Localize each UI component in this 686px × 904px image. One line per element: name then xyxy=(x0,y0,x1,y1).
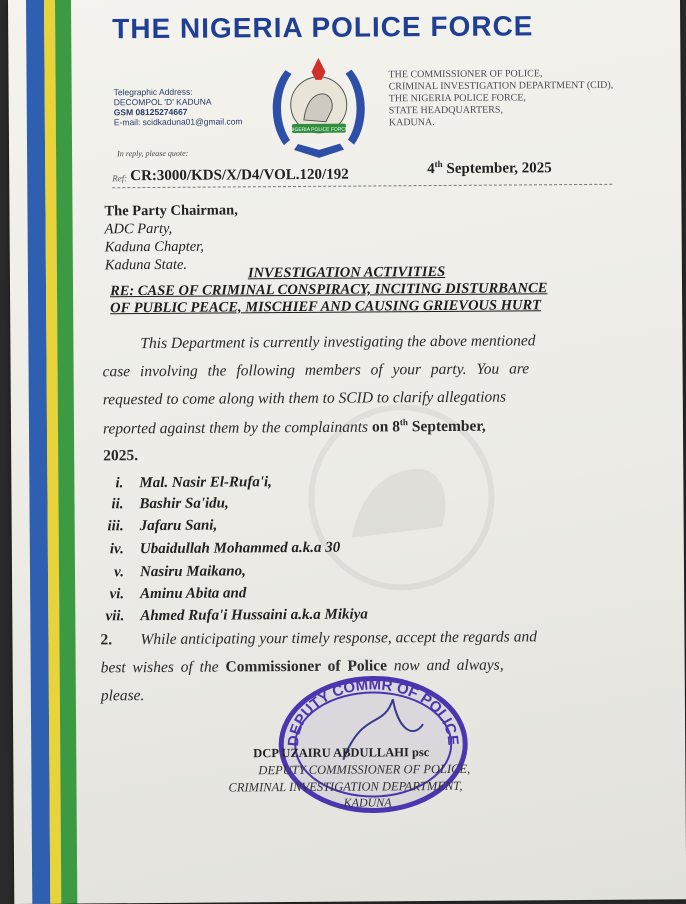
date-day: 4 xyxy=(427,161,435,178)
list-number: v. xyxy=(114,564,125,581)
body-text-segment: now and always, xyxy=(393,656,504,675)
body-text: While anticipating your timely response, accept the regards and xyxy=(140,628,537,649)
address-line: STATE HEADQUARTERS, xyxy=(388,104,503,117)
member-name: Nasiru Maikano, xyxy=(139,563,246,581)
address-line: CRIMINAL INVESTIGATION DEPARTMENT (CID), xyxy=(388,79,614,93)
signatory-name: DCP UZAIRU ABDULLAHI psc xyxy=(253,745,430,761)
address-line: E-mail: scidkaduna01@gmail.com xyxy=(113,116,243,128)
list-number: i. xyxy=(115,475,124,492)
address-line: KADUNA. xyxy=(388,117,435,129)
body-text: case involving the following members of your party. You are xyxy=(102,360,530,381)
body-text-segment: best wishes of the xyxy=(100,658,219,677)
letter-page xyxy=(8,0,686,904)
list-number: vi. xyxy=(109,586,125,603)
body-text: 2025. xyxy=(103,447,139,465)
signatory-title: DEPUTY COMMISSIONER OF POLICE, xyxy=(258,761,471,778)
telegraphic-address xyxy=(114,86,274,127)
list-number: vii. xyxy=(105,608,125,625)
subject-heading: OF PUBLIC PEACE, MISCHIEF AND CAUSING GRIEVOUS HURT xyxy=(110,297,542,317)
subject-heading: RE: CASE OF CRIMINAL CONSPIRACY, INCITING DISTURBANCE xyxy=(109,280,548,300)
commissioner-of-police: Commissioner of Police xyxy=(225,657,388,676)
body-text-segment: reported against them by the complainants xyxy=(102,418,369,438)
date-suffix: th xyxy=(434,158,443,170)
list-number: iv. xyxy=(109,541,124,558)
reference-row xyxy=(112,156,622,186)
addressee-line: Kaduna State. xyxy=(104,256,188,274)
body-text: requested to come along with them to SCID to clarify allegations xyxy=(102,388,507,409)
crest-banner-text: NIGERIA POLICE FORCE xyxy=(289,126,349,134)
subject-heading: INVESTIGATION ACTIVITIES xyxy=(247,263,446,282)
member-name: Ubaidullah Mohammed a.k.a 30 xyxy=(139,539,341,558)
in-reply-note: In reply, please quote: xyxy=(117,148,189,159)
letter-date xyxy=(427,158,552,178)
member-name: Ahmed Rufa'i Hussaini a.k.a Mikiya xyxy=(140,606,368,625)
reference-number: CR:3000/KDS/X/D4/VOL.120/192 xyxy=(130,166,349,185)
date-prefix: on 8 xyxy=(371,418,400,436)
address-line: THE COMMISSIONER OF POLICE, xyxy=(388,68,543,81)
signatory-department: CRIMINAL INVESTIGATION DEPARTMENT, xyxy=(228,778,463,795)
address-line: DECOMPOL 'D' KADUNA xyxy=(113,96,212,108)
date-rest: September, 2025 xyxy=(446,160,552,177)
addressee-line: Kaduna Chapter, xyxy=(104,238,204,256)
date-month: September, xyxy=(411,417,486,436)
letterhead-title: THE NIGERIA POLICE FORCE xyxy=(112,10,534,45)
body-text xyxy=(103,417,486,439)
addressee-line: ADC Party, xyxy=(104,220,173,238)
list-number: iii. xyxy=(107,518,124,535)
address-line: Telegraphic Address: xyxy=(113,86,193,98)
commissioner-address xyxy=(388,68,648,130)
member-name: Aminu Abita and xyxy=(140,585,247,603)
list-number: ii. xyxy=(111,496,124,513)
stamp-text: DEPUTY COMMR OF POLICE xyxy=(284,676,462,747)
date-suffix: th xyxy=(399,417,408,428)
signatory-city: KADUNA xyxy=(343,795,392,810)
member-name: Mal. Nasir El-Rufa'i, xyxy=(139,474,272,492)
member-name: Jafaru Sani, xyxy=(139,517,218,535)
addressee-line: The Party Chairman, xyxy=(104,202,238,220)
addressee-block xyxy=(104,201,238,274)
paragraph-number: 2. xyxy=(100,631,113,649)
body-text: please. xyxy=(100,687,145,705)
appointment-date xyxy=(372,418,486,436)
member-name: Bashir Sa'idu, xyxy=(139,495,229,513)
address-line: THE NIGERIA POLICE FORCE, xyxy=(388,92,526,105)
body-text: This Department is currently investigating the above mentioned xyxy=(140,332,536,353)
police-crest-icon xyxy=(263,49,374,160)
address-line: GSM 08125274667 xyxy=(113,106,188,118)
ref-prefix: Ref: xyxy=(112,173,128,184)
